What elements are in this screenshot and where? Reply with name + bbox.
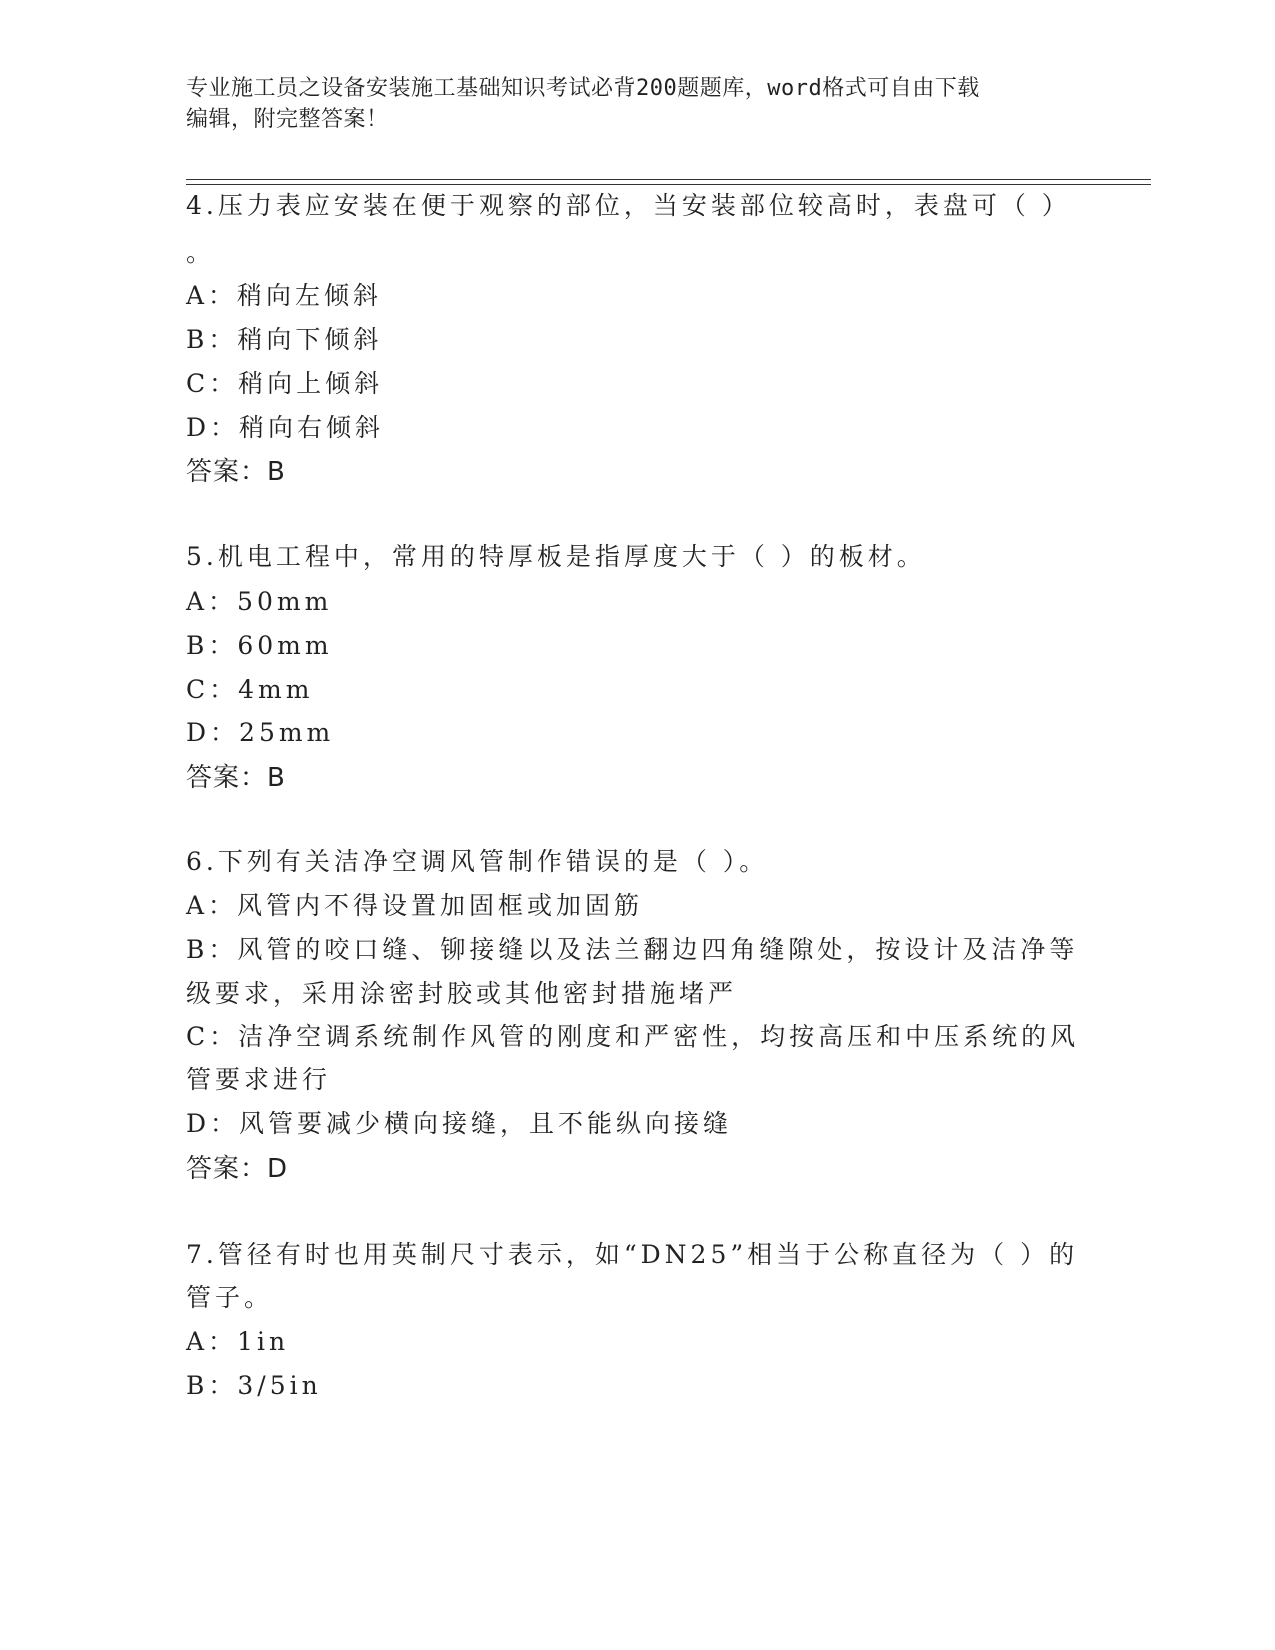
question-6-option-b-line-1: B：风管的咬口缝、铆接缝以及法兰翻边四角缝隙处，按设计及洁净等 bbox=[186, 935, 1079, 964]
question-6-option-d: D：风管要减少横向接缝，且不能纵向接缝 bbox=[186, 1109, 733, 1138]
question-6-answer: 答案：D bbox=[186, 1154, 289, 1184]
header-divider-bottom bbox=[186, 184, 1151, 185]
question-5-option-c: C：4mm bbox=[186, 675, 314, 704]
question-4-option-b: B：稍向下倾斜 bbox=[186, 325, 383, 354]
question-4-option-a: A：稍向左倾斜 bbox=[186, 281, 383, 310]
question-5-option-a: A：50mm bbox=[186, 587, 333, 616]
question-6-stem-line-1: 6.下列有关洁净空调风管制作错误的是（ ）。 bbox=[186, 847, 769, 876]
header-line-1: 专业施工员之设备安装施工基础知识考试必背200题题库，word格式可自由下载 bbox=[186, 76, 980, 101]
question-7-stem-line-1: 7.管径有时也用英制尺寸表示，如“DN25”相当于公称直径为（ ）的 bbox=[186, 1240, 1079, 1269]
question-4-answer: 答案：B bbox=[186, 457, 286, 487]
document-header bbox=[186, 73, 1086, 135]
question-4-option-d: D：稍向右倾斜 bbox=[186, 413, 385, 442]
question-7-option-b: B：3/5in bbox=[186, 1371, 322, 1400]
header-line-2: 编辑，附完整答案！ bbox=[186, 107, 389, 132]
question-5-option-d: D：25mm bbox=[186, 718, 335, 747]
header-divider-top bbox=[186, 179, 1151, 180]
question-5-answer: 答案：B bbox=[186, 763, 286, 793]
question-4-stem-line-2: 。 bbox=[186, 238, 216, 267]
question-4-stem-line-1: 4.压力表应安装在便于观察的部位，当安装部位较高时，表盘可（ ） bbox=[186, 191, 1071, 220]
question-5-option-b: B：60mm bbox=[186, 631, 333, 660]
question-4-option-c: C：稍向上倾斜 bbox=[186, 369, 384, 398]
question-7-stem-line-2: 管子。 bbox=[186, 1283, 274, 1312]
question-6-option-c-line-1: C：洁净空调系统制作风管的刚度和严密性，均按高压和中压系统的风 bbox=[186, 1022, 1080, 1051]
question-6-option-c-line-2: 管要求进行 bbox=[186, 1065, 332, 1094]
question-5-stem-line-1: 5.机电工程中，常用的特厚板是指厚度大于（ ）的板材。 bbox=[186, 542, 926, 571]
question-7-option-a: A：1in bbox=[186, 1327, 290, 1356]
question-6-option-a: A：风管内不得设置加固框或加固筋 bbox=[186, 891, 644, 920]
question-6-option-b-line-2: 级要求，采用涂密封胶或其他密封措施堵严 bbox=[186, 979, 738, 1008]
